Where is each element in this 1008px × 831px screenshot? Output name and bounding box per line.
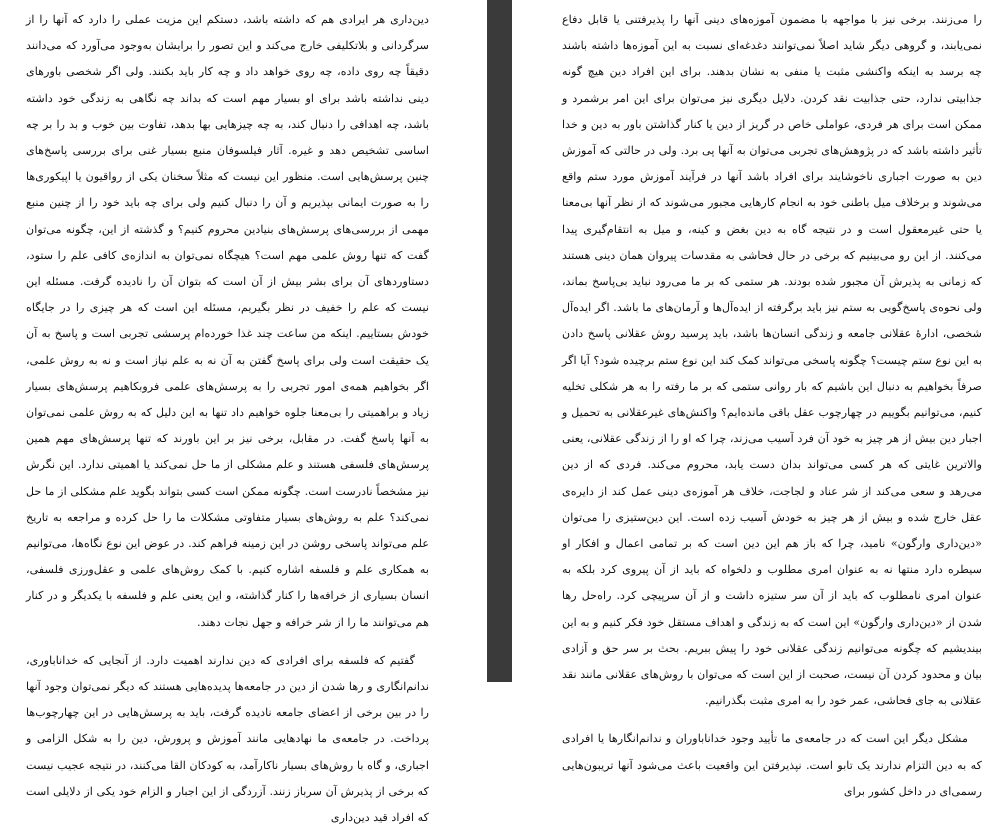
left-page [0,0,487,825]
right-paragraph-2: مشکل دیگر این است که در جامعه‌ی ما تأیید وجود خداناباوران و ندانم‌انگارها یا افرادی که به دین التزام ندارند یک تابو است. نپذیرفتن این واقعیت باعث می‌شود آنها تریبون‌هایی رسمی‌ای در داخل کشور برای [562,732,982,798]
left-page-text [26,7,429,831]
right-page [512,0,1008,798]
right-paragraph-1: را می‌زنند. برخی نیز با مواجهه با مضمون آموزه‌های دینی آنها را پذیرفتنی یا قابل دفاع نمی‌یابند، و گروهی دیگر شاید اصلاً نمی‌توانند دغدغه‌ای نسبت به این آموزه‌ها داشته باشند چه برسد به اینکه واکنشی مثبت یا منفی به نشان بدهند. برای این افراد دین هیچ گونه جذابیتی ندارد، حتی جذابیت نقد کردن. دلایل دیگری نیز می‌توان برای این امر برشمرد و ممکن است برای هر فردی، عواملی خاص در گریز از دین یا کنار گذاشتن باور به دین و خدا تأثیر داشته باشد که در پژوهش‌های تجربی می‌توان به آنها پی برد. ولی در حالتی که آموزش دین به صورت اجباری ناخوشایند برای افراد باشد آنها در فرآیند آموزش مورد ستم واقع می‌شوند و برخلاف میل باطنی خود به انجام کارهایی مجبور می‌شوند که از نظر آنها بی‌معنا یا حتی غیرمعقول است و در نتیجه گاه به دین بغض و کینه، و میل به انتقام‌گیری پیدا می‌کنند. از این رو می‌بینیم که برخی در حال فحاشی به مقدسات پیروان همان دینی هستند که زمانی به پذیرش آن مجبور شده بودند. هر ستمی که بر ما می‌رود نباید بی‌پاسخ بماند، ولی نحوه‌ی پاسخ‌گویی به ستم نیز باید برگرفته از ایده‌آل‌ها و آرمان‌های ما باشد. اگر ایده‌آل شخصی، ادارهٔ عقلانی جامعه و زندگی انسان‌ها باشد، باید پرسید روش عقلانی پاسخ دادن به این نوع ستم چیست؟ چگونه پاسخی می‌تواند کمک کند این نوع ستم برچیده شود؟ آیا اگر صرفاً بخواهیم به دنبال این باشیم که بار روانی ستمی که بر ما رفته را به هر شکلی تخلیه کنیم، می‌توانیم بگوییم در چهارچوب عقل باقی مانده‌ایم؟ واکنش‌های غیرعقلانی به تحمیل و اجبار دین بیش از هر چیز به خود آن فرد آسیب می‌زند، چرا که او را از زندگی عقلانی، یعنی والاترین غایتی که هر کسی می‌تواند بدان دست یابد، محروم می‌کند. فردی که از دین می‌رهد و سعی می‌کند از شر عناد و لجاجت، خلاف هر آموزه‌ی دینی عمل کند از دایره‌ی عقل خارج شده و بیش از هر چیز به خودش آسیب زده است. این دین‌ستیزی را می‌توان «دین‌داری وارگون» نامید، چرا که باز هم این دین است که بر تمامی اعمال و افکار او سیطره دارد منتها نه به عنوان امری مطلوب و دلخواه که باید از آن پیروی کرد بلکه به عنوان امری نامطلوب که باید از آن سر ستیزه داشت و از آن سرپیچی کرد. راه‌حل رها شدن از «دین‌داری وارگون» این است که به زندگی و اهداف مستقل خود فکر کنیم و به این بیندیشیم که چگونه می‌توانیم زندگی عقلانی خود را پیش ببریم. بحث بر سر حق و آزادی بیان و محدود کردن آن نیست، صحبت از این است که می‌توان با روش‌های عقلانی مانند نقد عقلانی به جای فحاشی، عمر خود را به امری مثبت بگذرانیم. [562,13,982,708]
left-paragraph-2: گفتیم که فلسفه برای افرادی که دین ندارند اهمیت دارد. از آنجایی که خداناباوری، ندانم‌انگاری و رها شدن از دین در جامعه‌ها پدیده‌هایی هستند که دیگر نمی‌توان وجود آنها را در بین برخی از اعضای جامعه نادیده گرفت، باید به پرسش‌هایی در این چهارچوب‌ها پرداخت. در جامعه‌ی ما نهادهایی مانند آموزش و پرورش، دین را به شکل الزامی و اجباری، و گاه با روش‌های بسیار ناکارآمد، به کودکان القا می‌کنند، در نتیجه عجیب نیست که برخی از پذیرش آن سرباز زنند. آزردگی از این اجبار و الزام خود یکی از دلایلی است که افراد قید دین‌داری [26,653,429,825]
right-page-text [562,7,982,805]
left-paragraph-1: دین‌داری هر ایرادی هم که داشته باشد، دستکم این مزیت عملی را دارد که آنها را از سرگردانی و بلاتکلیفی خارج می‌کند و این تصور را برایشان به‌وجود می‌آورد که می‌دانند دقیقاً چه روی داده، چه روی خواهد داد و چه کار باید بکنند. ولی اگر شخصی باورهای دینی نداشته باشد برای او بسیار مهم است که بداند چه نگاهی به زندگی خود داشته باشد، چه اهدافی را دنبال کند، به چه چیزهایی بها بدهد، تفاوت بین خوب و بد را بر چه اساسی تشخیص دهد و غیره. آثار فیلسوفان منبع بسیار غنی برای بررسی پاسخ‌های چنین پرسش‌هایی است. منظور این نیست که مثلاً سخنان یکی از رواقیون یا اپیکوری‌ها را به صورت ایمانی بپذیریم و آن را دنبال کنیم ولی برای چه باید خود را از چنین منبع مهمی از بررسی‌های پرسش‌های بنیادین محروم کنیم؟ و گذشته از این، چگونه می‌توان گفت که تنها روش علمی مهم است؟ هیچگاه نمی‌توان به اندازه‌ی کافی علم را ستود، دستاوردهای آن برای بشر بیش از آن است که بتوان آن را نادیده گرفت. مسئله این نیست که علم را خفیف در نظر بگیریم، مسئله این است که هر چیزی را در جایگاه خودش بستاییم. اینکه من ساعت چند غذا خورده‌ام پرسشی تجربی است و پاسخ به آن یک حقیقت است ولی برای پاسخ گفتن به آن نه به علم نیاز است و نه به روش علمی، اگر بخواهیم همه‌ی امور تجربی را به پرسش‌های علمی فروبکاهیم پرسش‌های بسیار زیاد و براهمیتی را بی‌معنا جلوه خواهیم داد تنها به این دلیل که به روش علمی نمی‌توان به آنها پاسخ گفت. در مقابل، برخی نیز بر این باورند که تنها پرسش‌های مهم همین پرسش‌های فلسفی هستند و علم مشکلی از ما حل نمی‌کند یا اهمیتی ندارد. این نگرش نیز مشخصاً نادرست است. چگونه ممکن است کسی بتواند بگوید علم مشکلی از ما حل نمی‌کند؟ علم به روش‌های بسیار متفاوتی مشکلات ما را حل کرده و مراجعه به تاریخ علم می‌تواند پاسخی روشن در این زمینه فراهم کند. در عوض این نوع نگاه‌ها، می‌توانیم به همکاری علم و فلسفه اشاره کنیم. با کمک روش‌های علمی و عقل‌ورزی فلسفی، انسان بسیاری از خرافه‌ها را کنار گذاشته، و این یعنی علم و فلسفه با یکدیگر و در کنار هم می‌توانند ما را از شر خرافه و جهل نجات دهند. [26,13,429,629]
book-spine-gutter [487,0,512,682]
